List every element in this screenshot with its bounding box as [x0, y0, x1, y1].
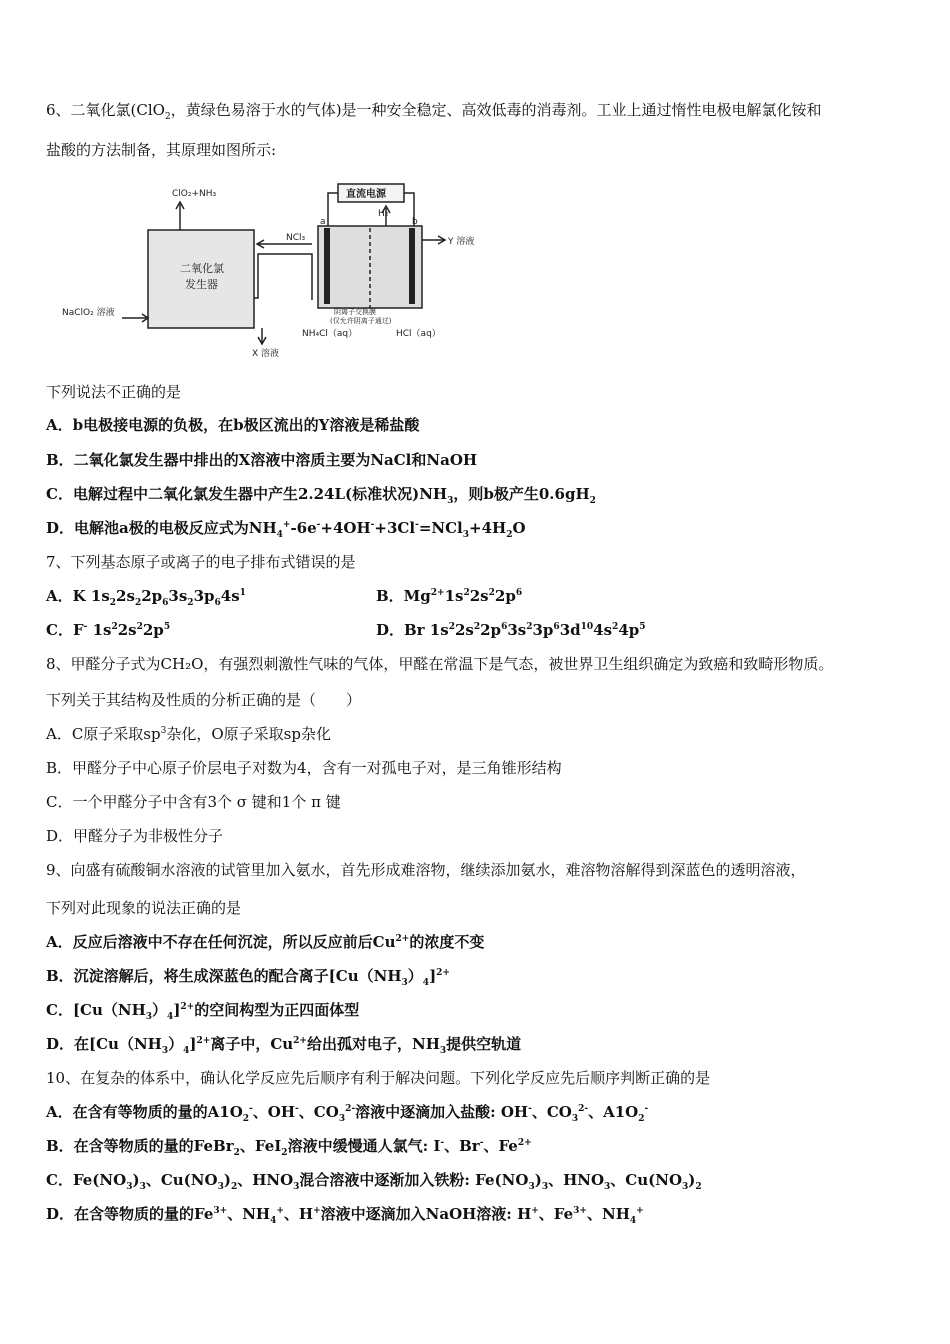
formula-segment: 2p [480, 621, 502, 639]
q8-option-a: A．C原子采取$sp^3$杂化，O原子采取sp杂化 [46, 725, 331, 743]
formula-segment: - [528, 1104, 532, 1114]
formula-segment: 1 [239, 588, 246, 598]
formula-segment: 2- [345, 1104, 356, 1114]
formula-segment: 、Fe [483, 1137, 518, 1155]
label-x-solution: X 溶液 [252, 349, 280, 359]
q7-option-c [46, 620, 170, 640]
formula-segment: 2 [136, 622, 143, 632]
formula-segment: 、H [283, 1205, 314, 1223]
q9-stem-line2: 下列对此现象的说法正确的是 [46, 899, 242, 917]
formula-segment: 2 [134, 598, 142, 608]
q7-stem: 7、下列基态原子或离子的电子排布式错误的是 [46, 553, 356, 571]
formula-segment: 2s [117, 621, 137, 639]
q8-stem-line2: 下列关于其结构及性质的分析正确的是（ ） [46, 691, 362, 709]
formula-segment: 2- [578, 1104, 589, 1114]
formula-segment: 2 [695, 1182, 702, 1192]
formula-segment: 2+ [517, 1138, 532, 1148]
q6-prompt: 下列说法不正确的是 [46, 383, 182, 401]
q6-option-c: C．电解过程中二氧化氯发生器中产生2.24L(标准状况)$NH_3$，则b极产生$0.6gH_2$ [46, 485, 596, 506]
formula-segment: 5 [639, 622, 646, 632]
formula-segment: 2+ [430, 588, 445, 598]
formula-segment: ) [534, 1171, 542, 1189]
formula-segment: 2 [638, 1114, 645, 1124]
formula-segment: 6 [553, 622, 560, 632]
formula-segment: 2s [469, 587, 489, 605]
formula-segment: 2 [109, 598, 117, 608]
formula-segment: 3 [293, 1182, 300, 1192]
formula-segment: 4 [270, 1216, 277, 1226]
q10-option-c [46, 1170, 702, 1190]
formula-segment: 3 [541, 1182, 549, 1192]
formula-segment: 、Cu(NO [610, 1171, 683, 1189]
label-ncl3: NCl₃ [286, 233, 306, 243]
formula-segment: 6 [214, 598, 221, 608]
formula-segment: 3p [532, 621, 554, 639]
formula-segment: 3+ [573, 1206, 587, 1216]
formula-segment: 、OH [252, 1103, 296, 1121]
formula-segment: 、Fe [538, 1205, 574, 1223]
formula-segment: 2s [454, 621, 474, 639]
formula-segment: 2p [494, 587, 516, 605]
formula-segment: 、NH [586, 1205, 630, 1223]
formula-segment: + [313, 1206, 321, 1216]
q8-stem-line1: 8、甲醛分子式为CH₂O，有强烈刺激性气味的气体，甲醛在常温下是气态，被世界卫生组织确定为致癌和致畸形物质。 [46, 655, 834, 673]
label-generator-1: 二氧化氯 [180, 262, 224, 275]
formula-segment: 4p [618, 621, 640, 639]
formula-segment: 混合溶液中逐渐加入铁粉: Fe(NO [299, 1171, 529, 1189]
label-nh4cl: NH₄Cl（aq） [302, 329, 358, 339]
q7-option-b [376, 586, 522, 606]
electrolysis-diagram [62, 178, 480, 360]
label-membrane-1: 阴离子交换膜 [334, 308, 376, 316]
formula-segment: 4s [220, 587, 240, 605]
formula-segment: 、FeI [239, 1137, 282, 1155]
formula-segment: 3 [139, 1182, 146, 1192]
formula-segment: 2 [111, 622, 118, 632]
label-electrode-b: b [412, 217, 418, 227]
formula-segment: D．Br 1s [376, 621, 449, 639]
formula-segment: + [276, 1206, 284, 1216]
formula-segment: 、CO [298, 1103, 339, 1121]
formula-segment: 3 [604, 1182, 611, 1192]
formula-segment: B．Mg [376, 587, 431, 605]
q10-stem: 10、在复杂的体系中，确认化学反应先后顺序有利于解决问题。下列化学反应先后顺序判断正确的是 [46, 1069, 711, 1087]
formula-segment: - [644, 1104, 649, 1114]
formula-segment: 、HNO [548, 1171, 605, 1189]
q9-option-d: D．在$[Cu(NH_3)_4]^{2+}$离子中，$Cu^{2+}$给出孤对电子，$NH_3$提供空轨道 [46, 1035, 522, 1056]
formula-segment: 溶液中缓慢通人氯气: I [287, 1137, 441, 1155]
q8-option-b: B．甲醛分子中心原子价层电子对数为4，含有一对孤电子对，是三角锥形结构 [46, 759, 562, 777]
formula-segment: 溶液中逐滴加入NaOH溶液: H [320, 1205, 532, 1223]
formula-segment: - [83, 622, 88, 632]
q6-option-b: B．二氧化氯发生器中排出的X溶液中溶质主要为NaCl和NaOH [46, 451, 478, 469]
formula-segment: 3d [559, 621, 581, 639]
formula-segment: B．在含等物质的量的FeBr [46, 1137, 234, 1155]
formula-segment: 、NH [227, 1205, 271, 1223]
q9-option-b: B．沉淀溶解后，将生成深蓝色的配合离子$[Cu(NH_3)_4]^{2+}$ [46, 967, 450, 988]
label-naclo2: NaClO₂ 溶液 [62, 308, 115, 318]
formula-segment: 6 [515, 588, 523, 598]
formula-segment: ) [223, 1171, 231, 1189]
formula-segment: 2 [526, 622, 533, 632]
formula-segment: 2 [281, 1148, 288, 1158]
formula-segment: 、A1O [588, 1103, 639, 1121]
label-h2: H₂ [378, 209, 389, 219]
label-membrane-2: (仅允许阴离子通过) [330, 317, 392, 325]
formula-segment: 1s [444, 587, 464, 605]
formula-segment: 、CO [531, 1103, 572, 1121]
formula-segment: 2s [116, 587, 135, 605]
q9-option-c: C．$[Cu(NH_3)_4]^{2+}$的空间构型为正四面体型 [46, 1001, 360, 1022]
formula-segment: 3 [528, 1182, 535, 1192]
formula-segment: 2 [488, 588, 495, 598]
formula-segment: 、Br [444, 1137, 480, 1155]
q9-option-a: A．反应后溶液中不存在任何沉淀，所以反应前后$Cu^{2+}$的浓度不变 [46, 933, 485, 951]
formula-segment: - [440, 1138, 445, 1148]
formula-segment: 2 [233, 1148, 240, 1158]
formula-segment: 3p [193, 587, 215, 605]
label-electrode-a: a [320, 217, 326, 227]
formula-segment: - [295, 1104, 299, 1114]
formula-segment: 3 [126, 1182, 133, 1192]
q10-option-b [46, 1136, 532, 1156]
formula-segment: 5 [163, 622, 171, 632]
q6-option-d: D．电解池a极的电极反应式为$NH_4^+-6e^-+4OH^-+3Cl^-=NCl_3+4H_2O$ [46, 519, 526, 540]
formula-segment: 1s [87, 621, 112, 639]
formula-segment: 2p [142, 621, 164, 639]
formula-segment: ) [688, 1171, 696, 1189]
formula-segment: 3 [571, 1114, 579, 1124]
formula-segment: 6 [162, 598, 169, 608]
formula-segment: + [531, 1206, 539, 1216]
label-generator-2: 发生器 [185, 278, 218, 291]
q9-stem-line1: 9、向盛有硫酸铜水溶液的试管里加入氨水，首先形成难溶物，继续添加氨水，难溶物溶解得到深蓝色的透明溶液， [46, 861, 806, 879]
q6-stem-line1: 6、二氧化氯(ClO$_2$，黄绿色易溶于水的气体)是一种安全稳定、高效低毒的消毒剂。工业上通过惰性电极电解氯化铵和 [46, 101, 822, 122]
formula-segment: 3s [168, 587, 188, 605]
q7-option-a [46, 586, 246, 606]
q8-option-d: D．甲醛分子为非极性分子 [46, 827, 224, 845]
formula-segment: 2 [612, 622, 619, 632]
formula-segment: 2 [242, 1114, 250, 1124]
formula-segment: 3 [682, 1182, 689, 1192]
formula-segment: 2 [448, 622, 455, 632]
label-power: 直流电源 [346, 189, 386, 200]
label-hcl: HCl（aq） [396, 329, 441, 339]
formula-segment: 3 [217, 1182, 224, 1192]
formula-segment: 2 [463, 588, 470, 598]
q6-option-a: A．b电极接电源的负极，在b极区流出的Y溶液是稀盐酸 [46, 416, 420, 434]
label-y-solution: Y 溶液 [448, 237, 475, 247]
formula-segment: 3s [507, 621, 527, 639]
formula-segment: 2p [141, 587, 163, 605]
formula-segment: 4s [593, 621, 613, 639]
formula-segment: 10 [580, 622, 594, 632]
formula-segment: ) [132, 1171, 140, 1189]
formula-segment: 3+ [213, 1206, 228, 1216]
formula-segment: 4 [629, 1216, 637, 1226]
formula-segment: 溶液中逐滴加入盐酸: OH [355, 1103, 529, 1121]
formula-segment: 3 [338, 1114, 346, 1124]
formula-segment: + [636, 1206, 644, 1216]
formula-segment: 6 [501, 622, 508, 632]
q10-option-a [46, 1102, 648, 1122]
q6-stem-line2: 盐酸的方法制备，其原理如图所示: [46, 141, 277, 159]
formula-segment: A．在含有等物质的量的A1O [46, 1103, 243, 1121]
formula-segment: 、Cu(NO [145, 1171, 218, 1189]
formula-segment: 、HNO [237, 1171, 294, 1189]
q10-option-d [46, 1204, 644, 1224]
formula-segment: C．Fe(NO [46, 1171, 127, 1189]
formula-segment: D．在含等物质的量的Fe [46, 1205, 214, 1223]
formula-segment: 2 [230, 1182, 238, 1192]
q8-option-c: C．一个甲醛分子中含有3个 σ 键和1个 π 键 [46, 793, 341, 811]
formula-segment: 2 [473, 622, 481, 632]
formula-segment: C．F [46, 621, 84, 639]
formula-segment: - [249, 1104, 253, 1114]
q7-option-d [376, 620, 646, 640]
formula-segment: A．K 1s [46, 587, 110, 605]
label-clo2-nh3: ClO₂+NH₃ [172, 189, 217, 199]
formula-segment: - [479, 1138, 484, 1148]
formula-segment: 2 [187, 598, 194, 608]
